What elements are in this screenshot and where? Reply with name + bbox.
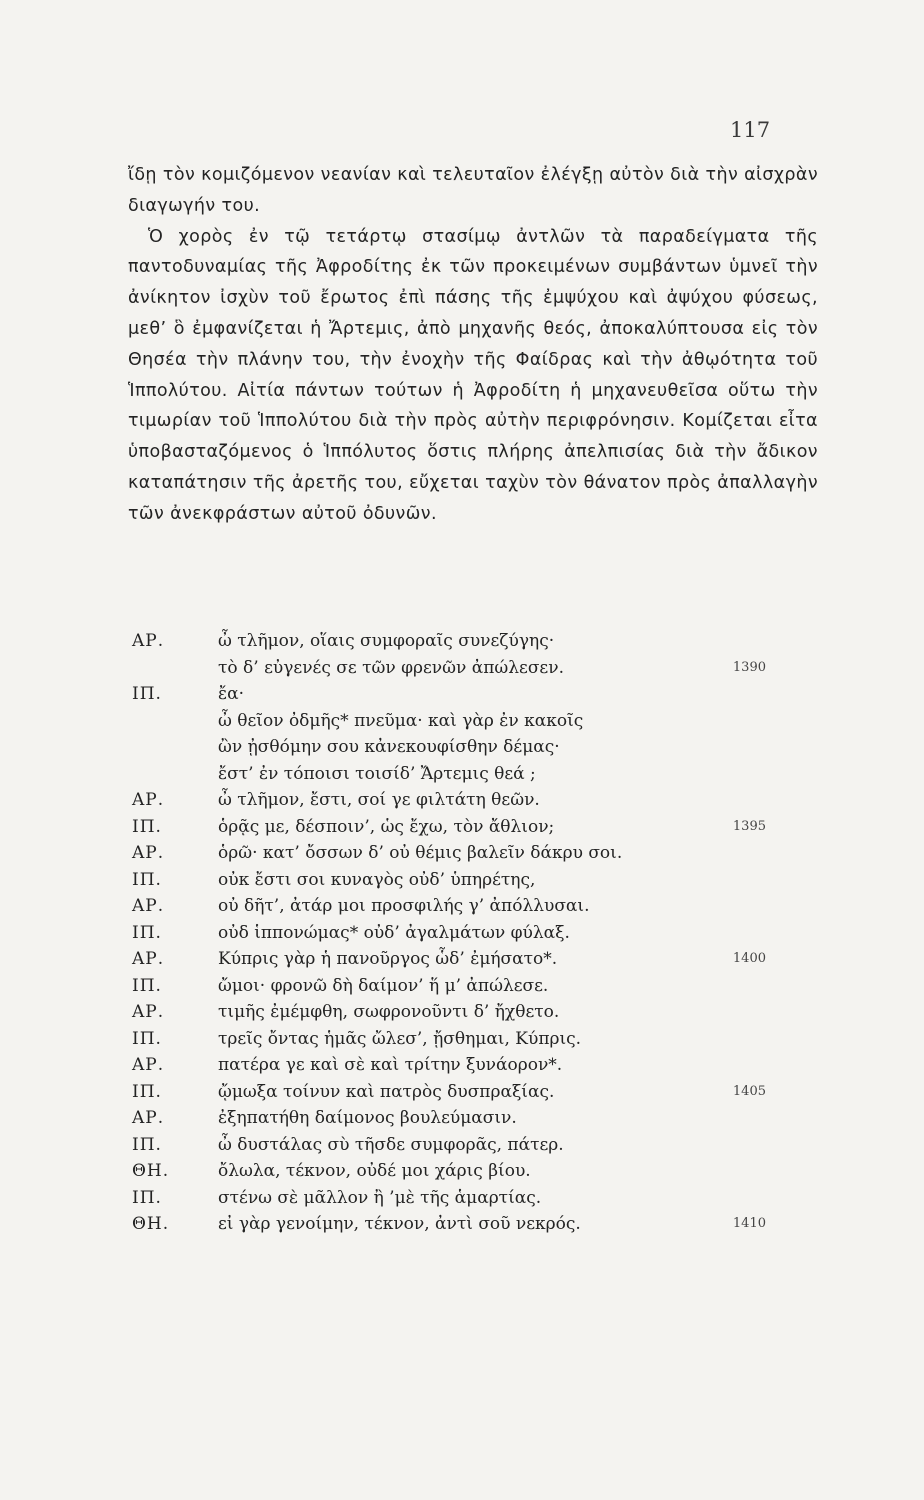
verse-text: στένω σὲ μᾶλλον ἢ ’μὲ τῆς ἁμαρτίας. — [218, 1187, 542, 1208]
verse-text: ὢν ᾐσθόμην σου κἀνεκουφίσθην δέμας· — [218, 737, 560, 757]
verse-text: ὦ θεῖον ὀδμῆς* πνεῦμα· καὶ γὰρ ἐν κακοῖς — [218, 710, 584, 731]
speaker-label: ΑΡ. — [132, 790, 165, 810]
verse-line — [0, 973, 924, 1000]
verse-text: οὐκ ἔστι σοι κυναγὸς οὐδ’ ὑπηρέτης, — [218, 869, 536, 890]
verse-line — [0, 920, 924, 947]
verse-line — [0, 761, 924, 788]
verse-line — [0, 1052, 924, 1079]
speaker-label: ΘΗ. — [132, 1161, 170, 1181]
verse-line — [0, 1105, 924, 1132]
verse-text: οὐ δῆτ’, ἀτάρ μοι προσφιλής γ’ ἀπόλλυσαι. — [218, 896, 590, 916]
verse-text: τὸ δ’ εὐγενές σε τῶν φρενῶν ἀπώλεσεν. — [218, 657, 564, 678]
verse-line — [0, 840, 924, 867]
verse-text: τρεῖς ὄντας ἡμᾶς ὤλεσ’, ᾔσθημαι, Κύπρις. — [218, 1028, 582, 1049]
verse-text: ὦ τλῆμον, οἵαις συμφοραῖς συνεζύγης· — [218, 631, 555, 651]
verse-line — [0, 867, 924, 894]
speaker-label: ΙΠ. — [132, 1081, 162, 1102]
verse-text: ὄλωλα, τέκνον, οὐδέ μοι χάρις βίου. — [218, 1161, 531, 1181]
speaker-label: ΑΡ. — [132, 1002, 165, 1022]
verse-text: ἔστ’ ἐν τόποισι τοισίδ’ Ἄρτεμις θεά ; — [218, 763, 536, 784]
verse-text: τιμῆς ἐμέμφθη, σωφρονοῦντι δ’ ἤχθετο. — [218, 1002, 560, 1022]
speaker-label: ΙΠ. — [132, 1187, 162, 1208]
verse-line — [0, 708, 924, 735]
verse-text: οὐδ ἱππονώμας* οὐδ’ ἀγαλμάτων φύλαξ. — [218, 922, 570, 943]
line-number: 1410 — [732, 1216, 766, 1231]
verse-text: Κύπρις γὰρ ἡ πανοῦργος ὧδ’ ἐμήσατο*. — [218, 949, 558, 969]
speaker-label: ΑΡ. — [132, 843, 165, 863]
verse-text: ὁρῶ· κατ’ ὄσσων δ’ οὐ θέμις βαλεῖν δάκρυ σοι. — [218, 843, 623, 863]
verse-text: ἐξηπατήθη δαίμονος βουλεύμασιν. — [218, 1108, 517, 1128]
page-number: 117 — [730, 118, 771, 142]
verse-line — [0, 814, 924, 841]
verse-line — [0, 893, 924, 920]
speaker-label: ΑΡ. — [132, 1055, 165, 1075]
prose-commentary — [128, 160, 818, 530]
speaker-label: ΘΗ. — [132, 1214, 170, 1234]
line-number: 1395 — [732, 818, 766, 834]
verse-line — [0, 628, 924, 655]
verse-line — [0, 787, 924, 814]
verse-text: ὁρᾷς με, δέσποιν’, ὡς ἔχω, τὸν ἄθλιον; — [218, 816, 555, 837]
verse-line — [0, 999, 924, 1026]
verse-line — [0, 1026, 924, 1053]
speaker-label: ΑΡ. — [132, 949, 165, 969]
speaker-label: ΑΡ. — [132, 896, 165, 916]
speaker-label: ΙΠ. — [132, 975, 162, 996]
line-number: 1405 — [732, 1083, 766, 1099]
speaker-label: ΙΠ. — [132, 922, 162, 943]
speaker-label: ΑΡ. — [132, 631, 165, 651]
verse-text: ὦ δυστάλας σὺ τῆσδε συμφορᾶς, πάτερ. — [218, 1134, 564, 1155]
verse-text: ὤμοι· φρονῶ δὴ δαίμον’ ἥ μ’ ἀπώλεσε. — [218, 975, 549, 996]
speaker-label: ΙΠ. — [132, 869, 162, 890]
verse-line — [0, 1185, 924, 1212]
prose-paragraph: ἴδῃ τὸν κομιζόμενον νεανίαν καὶ τελευταῖον ἐλέγξῃ αὐτὸν διὰ τὴν αἰσχρὰν διαγωγήν του. — [128, 165, 818, 216]
speaker-label: ΙΠ. — [132, 1028, 162, 1049]
speaker-label: ΙΠ. — [132, 816, 162, 837]
verse-text: ᾤμωξα τοίνυν καὶ πατρὸς δυσπραξίας. — [218, 1081, 555, 1102]
verse-text: ἔα· — [218, 684, 245, 704]
verse-line — [0, 1158, 924, 1185]
line-number: 1390 — [732, 659, 766, 675]
verse-text: ὦ τλῆμον, ἔστι, σοί γε φιλτάτη θεῶν. — [218, 790, 540, 810]
verse-line — [0, 681, 924, 708]
verse-line — [0, 734, 924, 761]
line-number: 1400 — [732, 951, 766, 966]
speaker-label: ΑΡ. — [132, 1108, 165, 1128]
verse-line — [0, 1079, 924, 1106]
verse-dialogue — [0, 628, 924, 1238]
verse-line — [0, 946, 924, 973]
verse-line — [0, 1211, 924, 1238]
prose-paragraph: Ὁ χορὸς ἐν τῷ τετάρτῳ στασίμῳ ἀντλῶν τὰ παραδείγματα τῆς παντοδυναμίας τῆς Ἀφροδίτης ἐκ τῶν προκειμένων συμβάντων ὑμνεῖ τὴν ἀνίκητον ἰσχὺν τοῦ ἔρωτος ἐπὶ πάσης τῆς ἐμψύχου καὶ ἀψύχου φύσεως, μεθ’ ὃ ἐμφανίζεται ἡ Ἄρτεμις, ἀπὸ μηχανῆς θεός, ἀποκαλύπτουσα εἰς τὸν Θησέα τὴν πλάνην του, τὴν ἐνοχὴν τῆς Φαίδρας καὶ τὴν ἀθῳότητα τοῦ Ἱππολύτου. Αἰτία πάντων τούτων ἡ Ἀφροδίτη ἡ μηχανευθεῖσα οὕτω τὴν τιμωρίαν τοῦ Ἱππολύτου διὰ τὴν πρὸς αὐτὴν περιφρόνησιν. Κομίζεται εἶτα ὑποβασταζόμενος ὁ Ἱππόλυτος ὅστις πλήρης ἀπελπισίας διὰ τὴν ἄδικον καταπάτησιν τῆς ἀρετῆς του, εὔχεται ταχὺν τὸν θάνατον πρὸς ἀπαλλαγὴν τῶν ἀνεκφράστων αὐτοῦ ὀδυνῶν. — [128, 226, 818, 524]
verse-line — [0, 1132, 924, 1159]
verse-line — [0, 655, 924, 682]
verse-text: εἰ γὰρ γενοίμην, τέκνον, ἀντὶ σοῦ νεκρός. — [218, 1214, 581, 1234]
speaker-label: ΙΠ. — [132, 684, 162, 704]
verse-text: πατέρα γε καὶ σὲ καὶ τρίτην ξυνάορον*. — [218, 1055, 563, 1075]
speaker-label: ΙΠ. — [132, 1134, 162, 1155]
